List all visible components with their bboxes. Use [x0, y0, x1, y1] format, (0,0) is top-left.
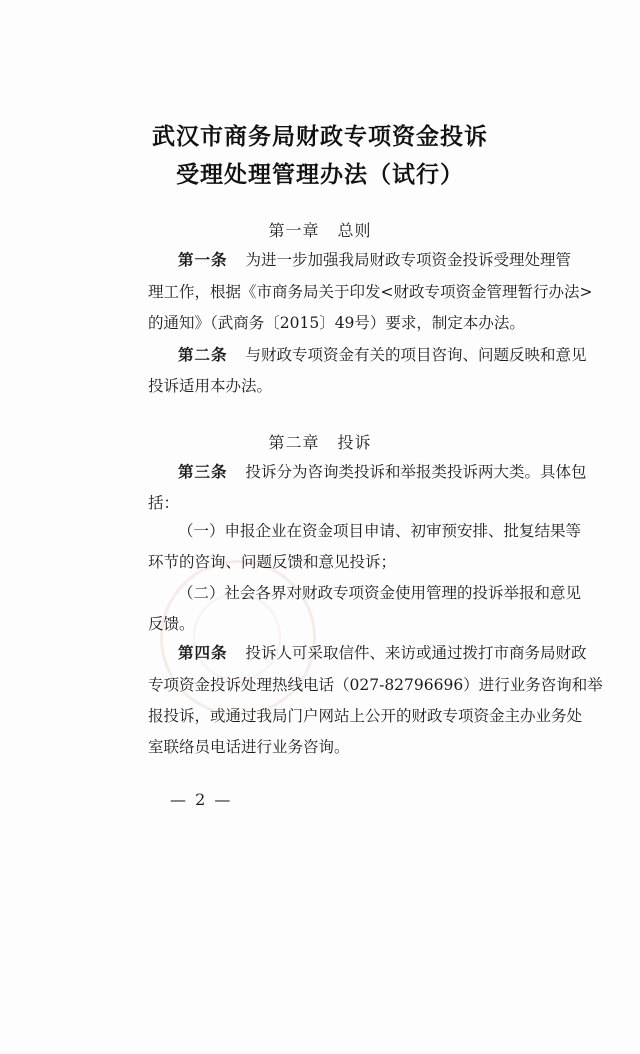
article-2-line-2: 投诉适用本办法。 [148, 377, 273, 395]
article-2-text-1: 与财政专项资金有关的项目咨询、问题反映和意见 [245, 346, 587, 364]
chapter-1-name: 总则 [337, 221, 372, 240]
article-3-line-2: 括： [148, 494, 180, 512]
article-4-line-1 [178, 643, 638, 663]
item-1-line-2: 环节的咨询、问题反馈和意见投诉； [148, 553, 397, 571]
article-1-line-3: 的通知》（武商务〔2015〕49号）要求，制定本办法。 [148, 314, 525, 332]
chapter-1-heading [0, 218, 640, 241]
item-2-line-1: （二）社会各界对财政专项资金使用管理的投诉举报和意见 [178, 584, 582, 602]
article-3-text-1: 投诉分为咨询类投诉和举报类投诉两大类。具体包 [245, 463, 587, 481]
article-1-label: 第一条 [178, 251, 228, 269]
article-1-line-1 [178, 250, 638, 270]
article-4-text-1: 投诉人可采取信件、来访或通过拨打市商务局财政 [245, 644, 587, 662]
page-number: — 2 — [170, 790, 233, 809]
chapter-2-number: 第二章 [268, 433, 320, 452]
article-1-line-2: 理工作，根据《市商务局关于印发<财政专项资金管理暂行办法> [148, 283, 593, 301]
article-4-line-4: 室联络员电话进行业务咨询。 [148, 738, 350, 756]
seal-inner-ring [193, 593, 281, 681]
article-1-text-1: 为进一步加强我局财政专项资金投诉受理处理管 [245, 251, 572, 269]
article-2-label: 第二条 [178, 346, 228, 364]
chapter-1-number: 第一章 [268, 221, 320, 240]
document-title-line-1: 武汉市商务局财政专项资金投诉 [152, 124, 488, 150]
chapter-2-heading [0, 430, 640, 453]
document-title-line-2: 受理处理管理办法（试行） [176, 162, 464, 188]
item-2-line-2: 反馈。 [148, 615, 195, 633]
item-1-line-1: （一）申报企业在资金项目申请、初审预安排、批复结果等 [178, 522, 582, 540]
article-4-line-3: 报投诉，或通过我局门户网站上公开的财政专项资金主办业务处 [148, 707, 583, 725]
article-4-line-2: 专项资金投诉处理热线电话（027-82796696）进行业务咨询和举 [148, 676, 603, 694]
article-3-line-1 [178, 462, 638, 482]
article-2-line-1 [178, 345, 638, 365]
chapter-2-name: 投诉 [337, 433, 372, 452]
article-3-label: 第三条 [178, 463, 228, 481]
article-4-label: 第四条 [178, 644, 228, 662]
